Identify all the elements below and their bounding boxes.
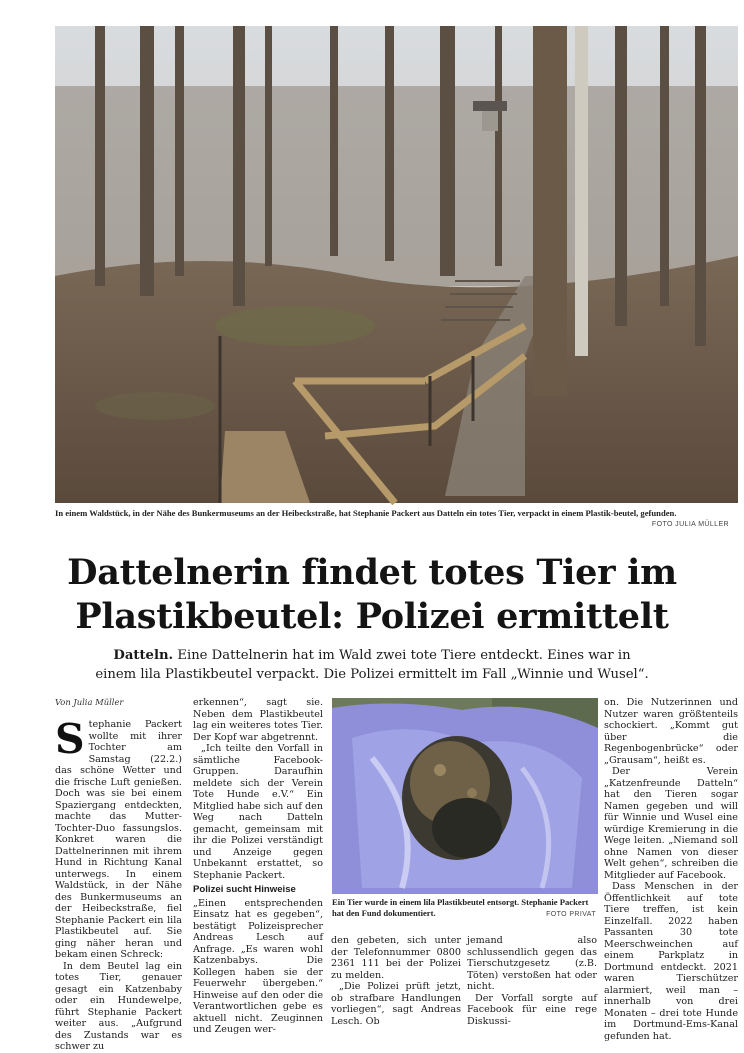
lead-paragraph	[92, 646, 652, 684]
col4-para-3: Dass Menschen in der Öffentlichkeit auf tote Tiere treffen, ist kein Einzelfall. 2022 haben Passanten 30 tote Meerschweinchen auf einem Parkplatz in Dortmund entdeckt. 2021 waren Tierschützer alarmiert, weil man – innerhalb von drei Monaten – drei tote Hunde im Dortmund-Ems-Kanal gefunden hat.	[604, 881, 738, 1042]
col3b-para-2: Der Vorfall sorgte auf Facebook für eine rege Diskussi-	[467, 992, 597, 1027]
article-column-3	[331, 935, 461, 1027]
bag-photo-credit: FOTO PRIVAT	[546, 911, 596, 918]
col2-para-1: erkennen“, sagt sie. Neben dem Plastikbeutel lag ein weiteres totes Tier. Der Kopf war abgetrennt.	[193, 697, 323, 743]
col1-para-2: In dem Beutel lag ein totes Tier, genauer gesagt ein Katzenbaby oder ein Hundewelpe, führt Stephanie Packert weiter aus. „Aufgrund des Zustands war es schwer zu	[55, 960, 182, 1052]
main-photo-caption-text: In einem Waldstück, in der Nähe des Bunkermuseums an der Heibeckstraße, hat Stephanie Packert aus Datteln ein totes Tier, verpackt in einem Plastik-beutel, gefunden.	[55, 508, 677, 518]
col1-para-1: tephanie Packert wollte mit ihrer Tochter am Samstag (22.2.) das schöne Wetter und die frische Luft genießen. Doch was sie bei einem Spaziergang entdeckten, machte das Mutter-Tochter-Duo fassungslos. Konkret waren die Dattelnerinnen mit ihrem Hund in Richtung Kanal unterwegs. In einem Waldstück, in der Nähe des Bunkermuseums an der Heibeckstraße, fiel Stephanie Packert ein lila Plastikbeutel auf. Sie ging näher heran und bekam einen Schreck:	[55, 719, 182, 960]
forest-photo	[55, 26, 738, 503]
article-column-4	[604, 697, 738, 1042]
bag-photo-caption-text: Ein Tier wurde in einem lila Plastikbeutel entsorgt. Stephanie Packert hat den Fund dokumentiert.	[332, 897, 589, 918]
lead-text: Eine Dattelnerin hat im Wald zwei tote Tiere entdeckt. Eines war in einem lila Plastikbeutel verpackt. Die Polizei ermittelt im Fall „Winnie und Wusel“.	[95, 648, 649, 682]
article-column-1	[55, 715, 182, 1052]
forest-illustration	[55, 26, 738, 503]
headline	[60, 551, 684, 639]
headline-line-2: Plastikbeutel: Polizei ermittelt	[75, 596, 669, 637]
article-column-3b	[467, 935, 597, 1027]
bag-illustration	[332, 698, 598, 894]
main-photo-caption	[55, 508, 735, 528]
author-byline: Von Julia Müller	[55, 697, 124, 707]
col3b-para-1: jemand also schlussendlich gegen das Tierschutzgesetz (z.B. Töten) verstoßen hat oder nicht.	[467, 935, 597, 992]
col2-para-2: „Ich teilte den Vorfall in sämtliche Facebook-Gruppen. Daraufhin meldete sich der Verein Tote Hunde e.V.“ Ein Mitglied habe sich auf den Weg nach Datteln gemacht, gemeinsam mit ihr die Polizei verständigt und Anzeige gegen Unbekannt erstattet, so Stephanie Packert.	[193, 743, 323, 881]
article-column-2	[193, 697, 323, 1035]
col3-para-1: den gebeten, sich unter der Telefonnummer 0800 2361 111 bei der Polizei zu melden.	[331, 935, 461, 981]
bag-photo	[332, 698, 598, 894]
col4-para-2: Der Verein „Katzenfreunde Datteln“ hat den Tieren sogar Namen gegeben und will für Winnie und Wusel eine würdige Kremierung in die Wege leiten. „Niemand soll ohne Namen von dieser Welt gehen“, schreiben die Mitglieder auf Facebook.	[604, 766, 738, 881]
headline-line-1: Dattelnerin findet totes Tier im	[67, 552, 677, 593]
col3-para-2: „Die Polizei prüft jetzt, ob strafbare Handlungen vorliegen“, sagt Andreas Lesch. Ob	[331, 981, 461, 1027]
drop-cap: S	[55, 715, 85, 763]
col2-para-3: „Einen entsprechenden Einsatz hat es gegeben“, bestätigt Polizeisprecher Andreas Lesch auf Anfrage. „Es waren wohl Katzenbabys. Die Kollegen haben sie der Feuerwehr übergeben.“ Hinweise auf den oder die Verantwortlichen gebe es aktuell nicht. Zeuginnen und Zeugen wer-	[193, 897, 323, 1035]
bag-photo-caption	[332, 897, 598, 919]
col4-para-1: on. Die Nutzerinnen und Nutzer waren größtenteils schockiert. „Kommt gut über die Regenbogenbrücke“ oder „Grausam“, heißt es.	[604, 697, 738, 766]
main-photo-credit: FOTO JULIA MÜLLER	[651, 521, 729, 528]
dateline: Datteln.	[113, 648, 174, 663]
subheading: Polizei sucht Hinweise	[193, 884, 296, 895]
